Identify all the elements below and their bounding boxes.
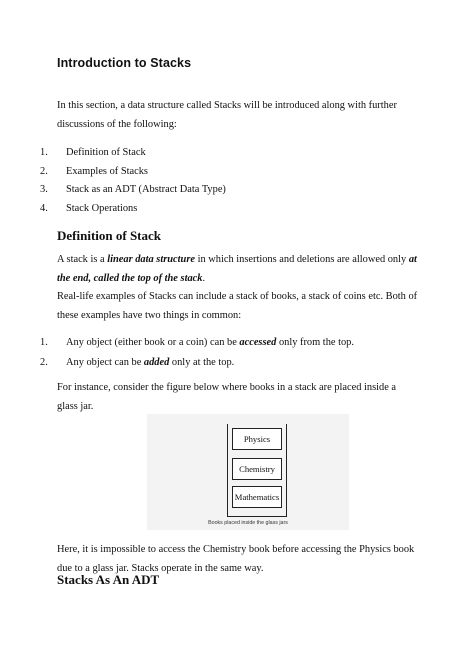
list-item <box>40 181 226 200</box>
book-chemistry: Chemistry <box>232 458 282 480</box>
list-item-number: 3. <box>40 184 48 195</box>
definition-text: in which insertions and deletions are allowed only <box>194 254 409 265</box>
list-item-text: Any object (either book or a coin) can be accessed only from the top. <box>66 337 354 348</box>
list-item <box>40 200 226 219</box>
list-item <box>40 144 226 163</box>
page-title: Introduction to Stacks <box>57 56 192 70</box>
list-item <box>40 333 354 353</box>
examples-text: Real-life examples of Stacks can include a stack of books, a stack of coins etc. Both of these examples have two things in common: <box>57 291 418 321</box>
intro-paragraph: In this section, a data structure called Stacks will be introduced along with further discussions of the following: <box>57 100 397 130</box>
list-item-number: 2. <box>40 165 48 177</box>
glass-jar-figure <box>147 414 349 530</box>
list-item-number: 2. <box>40 356 48 368</box>
definition-heading: Definition of Stack <box>57 228 161 243</box>
conclusion-paragraph: Here, it is impossible to access the Chemistry book before accessing the Physics book due to a glass jar. Stacks operate in the same way. <box>57 544 415 574</box>
list-item-number: 1. <box>40 337 48 348</box>
list-item-number: 4. <box>40 202 48 214</box>
instance-paragraph: For instance, consider the figure below where books in a stack are placed inside a glass jar. <box>57 382 397 412</box>
definition-emphasis: linear data structure <box>107 254 195 265</box>
adt-heading: Stacks As An ADT <box>57 572 160 587</box>
list-item-text: Stack as an ADT (Abstract Data Type) <box>66 184 226 195</box>
book-mathematics: Mathematics <box>232 486 282 508</box>
definition-paragraph <box>57 251 422 325</box>
list-item <box>40 353 354 373</box>
glass-jar <box>227 424 287 517</box>
list-item-number: 1. <box>40 147 48 158</box>
topics-list <box>40 144 226 218</box>
definition-emphasis: at the end, called the top of the stack <box>57 254 417 284</box>
common-traits-list <box>40 333 354 372</box>
definition-text: . <box>202 272 206 284</box>
list-item <box>40 163 226 182</box>
list-item-text: Any object can be added only at the top. <box>66 356 235 368</box>
book-physics: Physics <box>232 428 282 450</box>
definition-text: A stack is a <box>57 254 108 265</box>
list-item-text: Examples of Stacks <box>66 165 148 177</box>
figure-caption: Books placed inside the glass jars <box>208 520 288 526</box>
list-item-text: Stack Operations <box>66 202 138 214</box>
list-item-text: Definition of Stack <box>66 147 146 158</box>
